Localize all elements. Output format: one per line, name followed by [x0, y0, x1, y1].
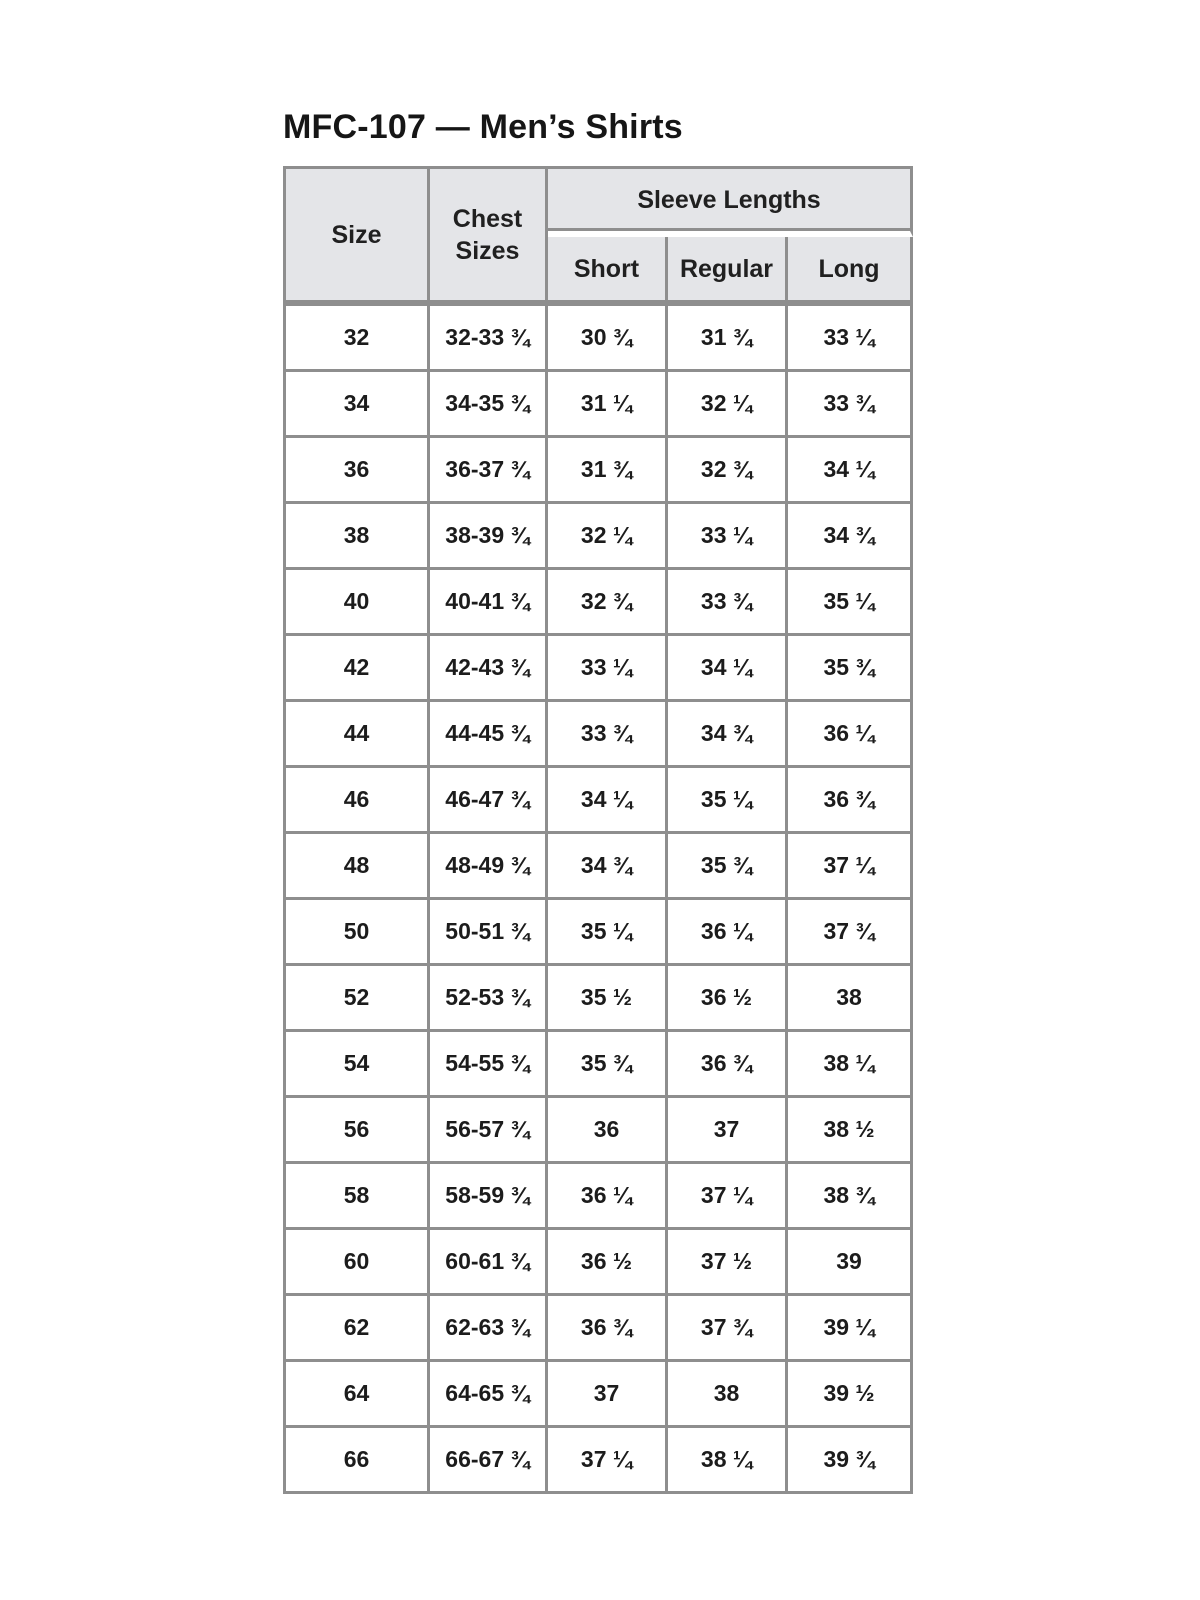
table-row: [286, 966, 913, 1032]
cell-sleeve-long: 38 ¼: [788, 1032, 913, 1098]
cell-sleeve-short: 37: [548, 1362, 668, 1428]
cell-sleeve-regular: 36 ½: [668, 966, 788, 1032]
header-size: Size: [286, 169, 430, 303]
cell-sleeve-short: 33 ¼: [548, 636, 668, 702]
cell-size: 32: [286, 303, 430, 372]
cell-size: 36: [286, 438, 430, 504]
table-row: [286, 834, 913, 900]
table-row: [286, 1230, 913, 1296]
cell-chest-size: 34-35 ¾: [430, 372, 548, 438]
cell-sleeve-short: 36 ½: [548, 1230, 668, 1296]
cell-sleeve-long: 38 ½: [788, 1098, 913, 1164]
cell-sleeve-regular: 38: [668, 1362, 788, 1428]
header-regular: Regular: [668, 237, 788, 303]
cell-sleeve-regular: 32 ¼: [668, 372, 788, 438]
cell-sleeve-regular: 37: [668, 1098, 788, 1164]
cell-sleeve-long: 39 ¼: [788, 1296, 913, 1362]
table-row: [286, 570, 913, 636]
cell-chest-size: 36-37 ¾: [430, 438, 548, 504]
cell-chest-size: 62-63 ¾: [430, 1296, 548, 1362]
cell-sleeve-regular: 34 ¼: [668, 636, 788, 702]
cell-size: 40: [286, 570, 430, 636]
cell-sleeve-regular: 33 ¾: [668, 570, 788, 636]
cell-sleeve-regular: 35 ¼: [668, 768, 788, 834]
cell-sleeve-long: 33 ¾: [788, 372, 913, 438]
table-row: [286, 1098, 913, 1164]
table-row: [286, 1032, 913, 1098]
cell-sleeve-long: 36 ¾: [788, 768, 913, 834]
cell-sleeve-regular: 33 ¼: [668, 504, 788, 570]
cell-sleeve-short: 35 ¼: [548, 900, 668, 966]
cell-chest-size: 52-53 ¾: [430, 966, 548, 1032]
table-body: [286, 303, 913, 1494]
cell-chest-size: 50-51 ¾: [430, 900, 548, 966]
cell-chest-size: 38-39 ¾: [430, 504, 548, 570]
cell-size: 46: [286, 768, 430, 834]
table-header: [286, 169, 913, 303]
cell-sleeve-regular: 37 ¾: [668, 1296, 788, 1362]
header-chest-sizes: [430, 169, 548, 303]
cell-chest-size: 46-47 ¾: [430, 768, 548, 834]
cell-chest-size: 64-65 ¾: [430, 1362, 548, 1428]
size-chart-table: [283, 166, 913, 1494]
cell-size: 50: [286, 900, 430, 966]
cell-sleeve-short: 31 ¼: [548, 372, 668, 438]
cell-sleeve-long: 38: [788, 966, 913, 1032]
cell-size: 60: [286, 1230, 430, 1296]
cell-sleeve-regular: 32 ¾: [668, 438, 788, 504]
cell-sleeve-regular: 36 ¾: [668, 1032, 788, 1098]
cell-chest-size: 54-55 ¾: [430, 1032, 548, 1098]
cell-sleeve-short: 34 ¾: [548, 834, 668, 900]
cell-sleeve-short: 34 ¼: [548, 768, 668, 834]
header-chest-line1: Chest: [452, 204, 523, 233]
table-row: [286, 900, 913, 966]
cell-sleeve-short: 36 ¼: [548, 1164, 668, 1230]
cell-sleeve-long: 34 ¼: [788, 438, 913, 504]
cell-size: 54: [286, 1032, 430, 1098]
cell-size: 52: [286, 966, 430, 1032]
table-row: [286, 303, 913, 372]
table-row: [286, 1428, 913, 1494]
page-title: MFC-107 — Men’s Shirts: [283, 108, 683, 146]
table-row: [286, 372, 913, 438]
cell-size: 58: [286, 1164, 430, 1230]
cell-sleeve-long: 35 ¾: [788, 636, 913, 702]
table-row: [286, 1296, 913, 1362]
cell-sleeve-short: 35 ¾: [548, 1032, 668, 1098]
cell-sleeve-long: 37 ¾: [788, 900, 913, 966]
cell-size: 66: [286, 1428, 430, 1494]
cell-sleeve-regular: 36 ¼: [668, 900, 788, 966]
cell-size: 48: [286, 834, 430, 900]
cell-sleeve-short: 33 ¾: [548, 702, 668, 768]
cell-sleeve-short: 31 ¾: [548, 438, 668, 504]
cell-sleeve-short: 35 ½: [548, 966, 668, 1032]
cell-sleeve-long: 39: [788, 1230, 913, 1296]
header-short: Short: [548, 237, 668, 303]
cell-sleeve-regular: 38 ¼: [668, 1428, 788, 1494]
cell-sleeve-long: 39 ¾: [788, 1428, 913, 1494]
table-row: [286, 702, 913, 768]
cell-chest-size: 32-33 ¾: [430, 303, 548, 372]
cell-sleeve-long: 37 ¼: [788, 834, 913, 900]
cell-sleeve-regular: 34 ¾: [668, 702, 788, 768]
cell-size: 56: [286, 1098, 430, 1164]
table-row: [286, 504, 913, 570]
cell-size: 42: [286, 636, 430, 702]
cell-sleeve-short: 36: [548, 1098, 668, 1164]
cell-chest-size: 56-57 ¾: [430, 1098, 548, 1164]
cell-sleeve-short: 32 ¼: [548, 504, 668, 570]
cell-sleeve-short: 32 ¾: [548, 570, 668, 636]
cell-sleeve-long: 35 ¼: [788, 570, 913, 636]
cell-chest-size: 66-67 ¾: [430, 1428, 548, 1494]
header-sleeve-lengths: Sleeve Lengths: [548, 169, 913, 237]
cell-sleeve-long: 36 ¼: [788, 702, 913, 768]
cell-sleeve-long: 34 ¾: [788, 504, 913, 570]
cell-sleeve-long: 39 ½: [788, 1362, 913, 1428]
cell-chest-size: 42-43 ¾: [430, 636, 548, 702]
cell-size: 64: [286, 1362, 430, 1428]
table-row: [286, 1164, 913, 1230]
cell-sleeve-regular: 37 ¼: [668, 1164, 788, 1230]
cell-size: 62: [286, 1296, 430, 1362]
cell-sleeve-short: 37 ¼: [548, 1428, 668, 1494]
cell-sleeve-long: 33 ¼: [788, 303, 913, 372]
table-row: [286, 768, 913, 834]
cell-sleeve-short: 36 ¾: [548, 1296, 668, 1362]
cell-sleeve-regular: 37 ½: [668, 1230, 788, 1296]
cell-chest-size: 44-45 ¾: [430, 702, 548, 768]
cell-size: 34: [286, 372, 430, 438]
cell-chest-size: 48-49 ¾: [430, 834, 548, 900]
header-chest-line2: Sizes: [455, 236, 520, 265]
header-long: Long: [788, 237, 913, 303]
cell-chest-size: 60-61 ¾: [430, 1230, 548, 1296]
cell-sleeve-regular: 31 ¾: [668, 303, 788, 372]
cell-sleeve-short: 30 ¾: [548, 303, 668, 372]
cell-sleeve-regular: 35 ¾: [668, 834, 788, 900]
table-row: [286, 636, 913, 702]
cell-sleeve-long: 38 ¾: [788, 1164, 913, 1230]
table-row: [286, 1362, 913, 1428]
cell-size: 44: [286, 702, 430, 768]
cell-chest-size: 40-41 ¾: [430, 570, 548, 636]
cell-size: 38: [286, 504, 430, 570]
cell-chest-size: 58-59 ¾: [430, 1164, 548, 1230]
table-row: [286, 438, 913, 504]
